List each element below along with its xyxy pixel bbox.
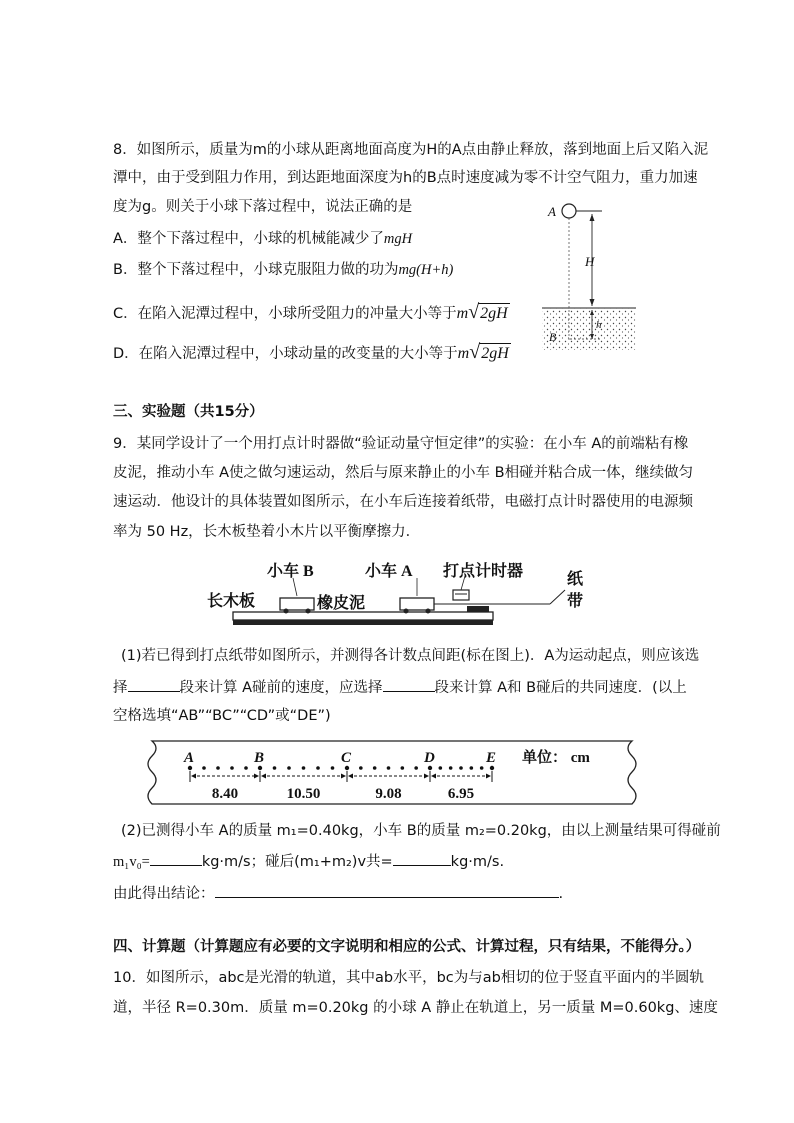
q9-part2-line-1: (2)已测得小车 A的质量 m₁=0.40kg，小车 B的质量 m₂=0.20kg，由以上测量结果可得碰前 [121,823,721,839]
tape-distance-label: 6.95 [447,786,475,802]
q8-option-d-m: m [457,345,470,362]
tape-dot [373,766,377,770]
label-paper-2: 带 [567,593,584,610]
q8-line-3: 度为g。则关于小球下落过程中，说法正确的是 [113,199,413,215]
tape-dot [401,766,405,770]
q8-option-c-text: C．在陷入泥潭过程中，小球所受阻力的冲量大小等于 [113,306,457,322]
label-cart-b: 小车 B [267,563,314,580]
q8-option-d [113,342,511,364]
q8-option-b [113,260,453,280]
tape-distance-label: 8.40 [211,786,239,802]
blank-segment-before[interactable] [128,677,180,692]
tape-point-label: E [486,750,497,766]
q8-option-d-radicand: 2gH [481,345,509,362]
q9-part2-line-3a: 由此得出结论： [113,886,215,902]
q9-line-1: 9．某同学设计了一个用打点计时器做“验证动量守恒定律”的实验：在小车 A的前端粘有橡 [113,436,689,452]
q9-part2-line-2b: kg·m/s；碰后(m₁+m₂)v共= [201,854,393,870]
tape-point-label: A [184,750,195,766]
section-3-title: 三、实验题（共15分） [113,404,264,420]
blank-momentum-after[interactable] [393,851,451,866]
tape-dot [459,766,463,770]
label-board: 长木板 [207,593,256,610]
q8-line-2: 潭中，由于受到阻力作用，到达距地面深度为h的B点时速度减为零不计空气阻力，重力加速 [113,170,698,186]
tape-dot [316,766,320,770]
q8-line-1: 8．如图所示，质量为m的小球从距离地面高度为H的A点由静止释放，落到地面上后又陷入泥 [113,142,709,158]
q9-part1-line-1: (1)若已得到打点纸带如图所示，并测得各计数点间距(标在图上)．A为运动起点，则应该选 [121,648,700,664]
q8-option-c [113,302,510,324]
label-putty: 橡皮泥 [317,595,366,612]
blank-momentum-before[interactable] [150,851,202,866]
tape-dot [287,766,291,770]
q9-part2-line-2 [113,851,504,872]
q8-option-c-radicand: 2gH [480,305,508,322]
q8-option-d-expr: m√2gH [457,341,509,363]
tape-distance-label: 10.50 [286,786,321,802]
q10-line-2: 道，半径 R=0.30m．质量 m=0.20kg 的小球 A 静止在轨道上，另一质量 M=0.60kg、速度 [113,1000,718,1016]
q9-part1-line-2c: 段来计算 A和 B碰后的共同速度．(以上 [434,680,687,696]
q8-option-a [113,229,412,249]
tape-dot [244,766,248,770]
label-H: H [585,254,595,269]
label-h: h [596,319,602,331]
q9-part2-line-2c: kg·m/s. [450,854,505,870]
q8-option-a-expr: mgH [383,231,413,247]
ball [562,204,576,218]
label-paper-1: 纸 [567,571,584,588]
tape-dot [202,766,206,770]
q9-line-3: 速运动．他设计的具体装置如图所示，在小车后连接着纸带，电磁打点计时器使用的电源频 [113,494,693,510]
wood-block [467,606,489,612]
tape-dot [359,766,363,770]
q9-line-4: 率为 50 Hz，长木板垫着小木片以平衡摩擦力． [113,524,421,540]
label-b: B [549,330,557,344]
tape-count-dot [188,766,192,770]
apparatus-figure [205,560,595,634]
timer [453,590,469,600]
table-base [233,620,493,625]
long-board [233,612,493,620]
cart-a [400,598,434,614]
q9-line-2: 皮泥，推动小车 A使之做匀速运动，然后与原来静止的小车 B相碰并粘合成一体，继续做匀 [113,465,694,481]
tape-count-dot [345,766,349,770]
q8-option-a-text: A．整个下落过程中，小球的机械能减少了 [113,231,384,247]
q9-part1-line-2 [113,677,687,698]
tape-dot [230,766,234,770]
tape-unit-label: 单位： cm [522,750,590,766]
q9-part1-line-2a: 择 [113,680,128,696]
label-cart-a: 小车 A [365,563,413,580]
cart-b-pointer [293,578,297,596]
q8-option-b-text: B．整个下落过程中，小球克服阻力做的功为 [113,262,399,278]
tape-point-label: D [424,750,435,766]
section-4-title: 四、计算题（计算题应有必要的文字说明和相应的公式、计算过程，只有结果，不能得分。） [113,939,701,955]
tape-dot [414,766,418,770]
blank-conclusion[interactable] [215,883,559,898]
q8-figure [540,196,650,356]
q10-line-1: 10．如图所示，abc是光滑的轨道，其中ab水平，bc为与ab相切的位于竖直平面内的半圆轨 [113,970,704,986]
tape-count-dot [490,766,494,770]
label-a: A [548,204,556,219]
cart-b [280,598,314,614]
tape-point-label: C [341,750,352,766]
tape-dot [387,766,391,770]
q8-option-b-expr: mg(H+h) [398,262,454,278]
q8-option-d-text: D．在陷入泥潭过程中，小球动量的改变量的大小等于 [113,346,458,362]
tape-dot [216,766,220,770]
tape-count-dot [258,766,262,770]
tape-point-label: B [254,750,265,766]
q8-option-c-expr: m√2gH [456,301,508,323]
tape-dot [273,766,277,770]
tape-dot [439,766,443,770]
q9-part2-line-3 [113,883,563,904]
q9-part1-line-3: 空格选填“AB”“BC”“CD”或“DE”) [113,708,331,724]
q9-part2-line-2a: m₁v₀= [113,854,150,870]
tape-dot [480,766,484,770]
q8-option-c-m: m [456,305,469,322]
tape-dot [302,766,306,770]
q9-part2-line-3b: . [558,886,564,902]
tape-dot [470,766,474,770]
tape-dot [331,766,335,770]
paper-tape-end [550,590,565,604]
tape-distance-label: 9.08 [375,786,402,802]
tape-figure [140,738,652,808]
tape-dot [449,766,453,770]
label-timer: 打点计时器 [443,563,524,580]
q9-part1-line-2b: 段来计算 A碰前的速度，应选择 [179,680,383,696]
blank-segment-after[interactable] [383,677,435,692]
tape-count-dot [428,766,432,770]
